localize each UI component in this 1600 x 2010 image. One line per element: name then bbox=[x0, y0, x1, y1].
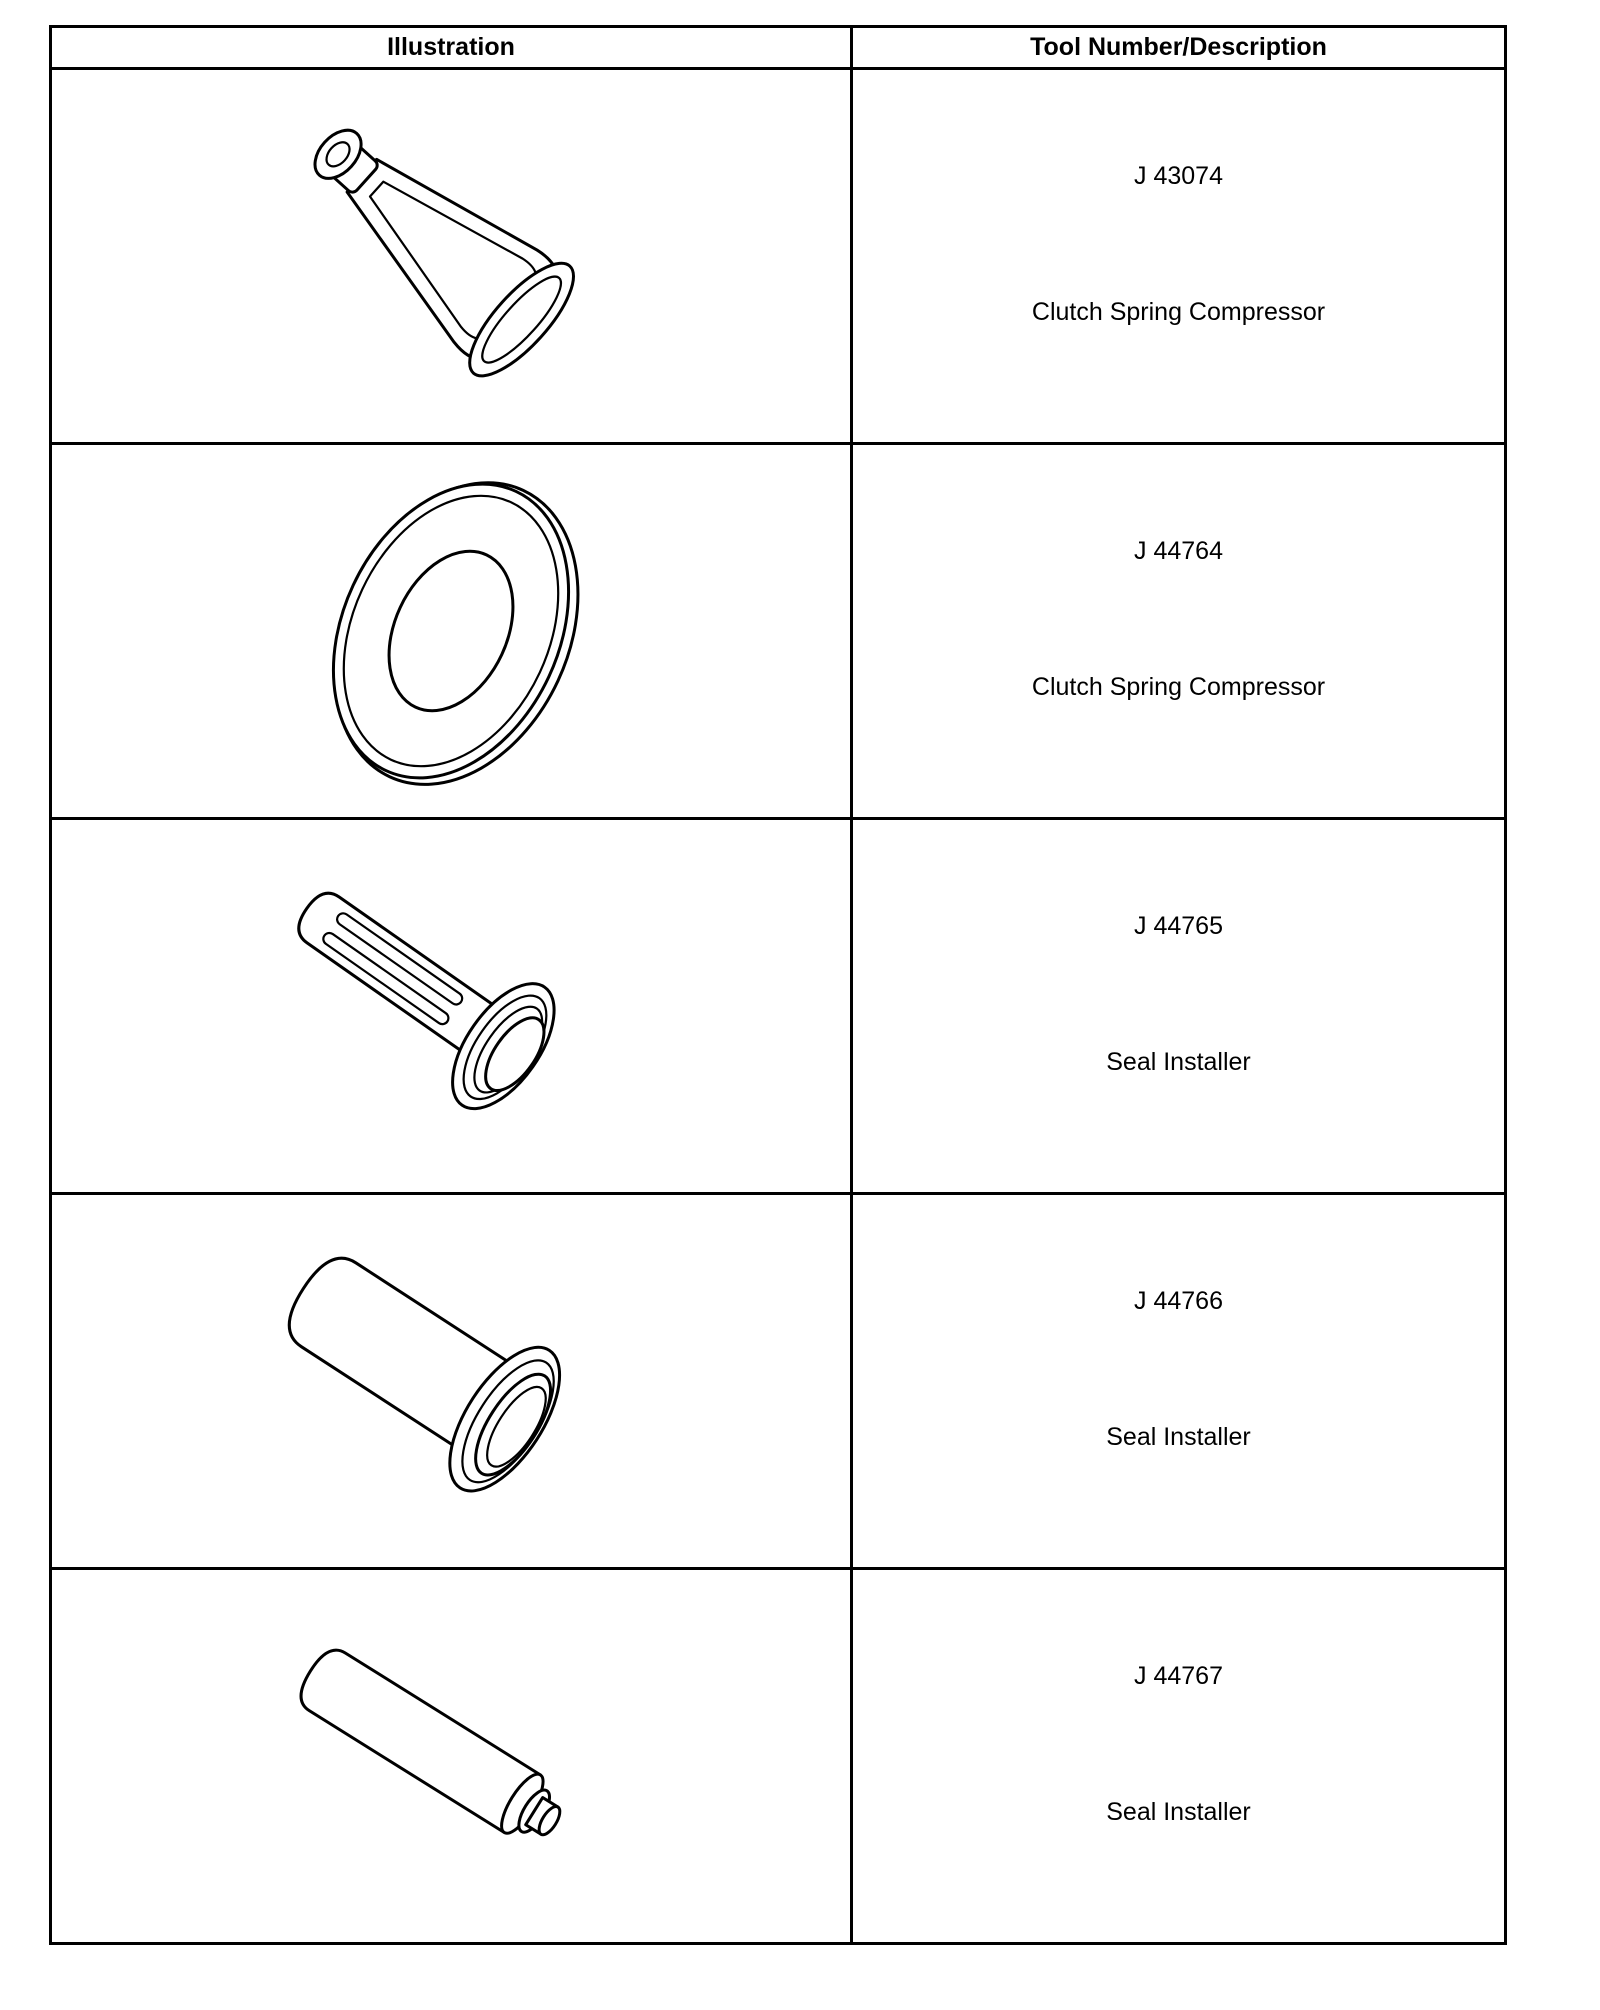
tool-number: J 44765 bbox=[1134, 912, 1223, 940]
tool-description: Clutch Spring Compressor bbox=[1031, 673, 1326, 701]
clutch-spring-compressor-plate-icon bbox=[281, 466, 621, 796]
illustration-cell bbox=[51, 1569, 852, 1944]
seal-installer-small-icon bbox=[271, 1616, 631, 1896]
tool-description-cell bbox=[852, 1569, 1506, 1944]
tool-description-cell bbox=[852, 444, 1506, 819]
tool-description: Seal Installer bbox=[1106, 1798, 1251, 1826]
illustration-cell bbox=[51, 69, 852, 444]
tool-number: J 43074 bbox=[1134, 162, 1223, 190]
tool-description: Clutch Spring Compressor bbox=[1031, 298, 1326, 326]
table-row bbox=[51, 69, 1506, 444]
tool-number: J 44764 bbox=[1134, 537, 1223, 565]
tool-description: Seal Installer bbox=[1106, 1048, 1251, 1076]
header-tool-number-description: Tool Number/Description bbox=[852, 27, 1506, 69]
seal-installer-slotted-icon bbox=[271, 866, 631, 1146]
table-row bbox=[51, 819, 1506, 1194]
clutch-spring-compressor-cup-icon bbox=[281, 96, 621, 416]
table-row bbox=[51, 1569, 1506, 1944]
tool-number: J 44766 bbox=[1134, 1287, 1223, 1315]
tool-description: Seal Installer bbox=[1106, 1423, 1251, 1451]
illustration-cell bbox=[51, 819, 852, 1194]
table-row bbox=[51, 444, 1506, 819]
seal-installer-large-icon bbox=[271, 1236, 631, 1526]
tool-description-cell bbox=[852, 1194, 1506, 1569]
tool-description-cell bbox=[852, 69, 1506, 444]
illustration-cell bbox=[51, 444, 852, 819]
table-row bbox=[51, 1194, 1506, 1569]
table-header-row bbox=[51, 27, 1506, 69]
tool-description-cell bbox=[852, 819, 1506, 1194]
tool-number: J 44767 bbox=[1134, 1662, 1223, 1690]
header-illustration: Illustration bbox=[51, 27, 852, 69]
illustration-cell bbox=[51, 1194, 852, 1569]
tool-table bbox=[49, 25, 1507, 1945]
